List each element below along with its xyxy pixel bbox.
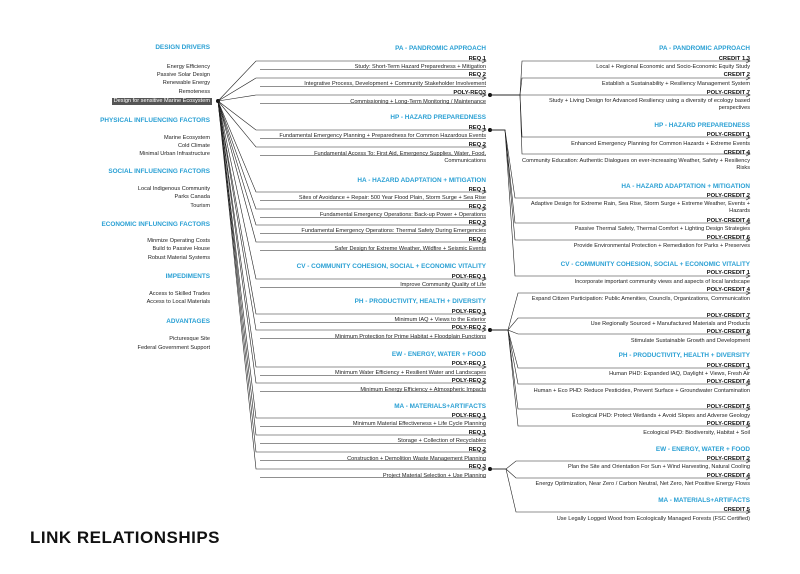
- credit-code: POLY-CREDIT 7: [706, 313, 750, 319]
- req-code: POLY-REQ 1: [451, 309, 486, 315]
- physical-factors-title: PHYSICAL INFLUENCING FACTORS: [100, 117, 210, 124]
- credit-code: CREDIT 5: [723, 507, 750, 513]
- req-category-title: EW - ENERGY, WATER + FOOD: [391, 351, 486, 358]
- credit-code: POLY-CREDIT 1: [706, 132, 750, 138]
- req-code: POLY-REQ3: [453, 90, 486, 96]
- credit-text: Ecological PHD: Protect Wetlands + Avoid Slopes and Adverse Geology: [571, 413, 750, 419]
- req-text: Construction + Demolition Waste Management Planning: [347, 456, 486, 462]
- credit-text: Community Education: Authentic Dialogues on ever-increasing Weather, Safety + Resiliency Risks: [522, 158, 750, 171]
- req-code: REQ 1: [468, 187, 486, 193]
- credit-text: Adaptive Design for Extreme Rain, Sea Rise, Storm Surge + Extreme Weather, Events + Hazards: [530, 201, 750, 214]
- factor-item: Marine Ecosystem: [163, 135, 210, 141]
- req-text: Fundamental Emergency Operations: Thermal Safety During Emergencies: [301, 228, 486, 234]
- credit-text: Local + Regional Economic and Socio-Economic Equity Study: [596, 64, 750, 70]
- driver-item: Energy Efficiency: [166, 64, 210, 70]
- social-factors-title: SOCIAL INFLUENCING FACTORS: [108, 168, 210, 175]
- credit-text: Energy Optimization, Near Zero / Carbon Neutral, Net Zero, Net Positive Energy Flows: [535, 481, 750, 487]
- credit-text: Human PHD: Expanded IAQ, Daylight + Views, Fresh Air: [609, 371, 750, 377]
- req-text: Study: Short-Term Hazard Preparedness + Mitigation: [354, 64, 486, 70]
- credit-code: POLY-CREDIT 6: [706, 421, 750, 427]
- factor-item: Minimal Urban Infrastructure: [139, 151, 210, 157]
- credit-code: POLY-CREDIT 2: [706, 193, 750, 199]
- credit-code: CREDIT 2: [723, 72, 750, 78]
- impediment-item: Access to Local Materials: [146, 299, 210, 305]
- req-code: POLY-REQ 1: [451, 361, 486, 367]
- req-category-title: HA - HAZARD ADAPTATION + MITIGATION: [357, 177, 486, 184]
- credit-text: Incorporate important community views and aspects of local landscape: [574, 279, 750, 285]
- credit-code: CREDIT 4: [723, 150, 750, 156]
- req-code: POLY-REQ 2: [451, 325, 486, 331]
- req-code: REQ 1: [468, 430, 486, 436]
- driver-item: Remoteness: [178, 89, 210, 95]
- req-text: Improve Community Quality of Life: [400, 282, 486, 288]
- factor-item: Tourism: [190, 203, 210, 209]
- credit-text: Use Regionally Sourced + Manufactured Materials and Products: [590, 321, 750, 327]
- credit-code: POLY-CREDIT 1: [706, 270, 750, 276]
- credit-text: Establish a Sustainability + Resiliency Management System: [601, 81, 750, 87]
- req-category-title: HP - HAZARD PREPAREDNESS: [390, 114, 486, 121]
- credit-code: POLY-CREDIT 8: [706, 329, 750, 335]
- impediments-title: IMPEDIMENTS: [165, 273, 210, 280]
- credit-code: POLY-CREDIT 1: [706, 363, 750, 369]
- req-text: Minimum Material Effectiveness + Life Cycle Planning: [352, 421, 486, 427]
- credit-code: POLY-CREDIT 4: [706, 379, 750, 385]
- req-code: REQ 2: [468, 72, 486, 78]
- credit-code: POLY-CREDIT 6: [706, 235, 750, 241]
- credit-text: Provide Environmental Protection + Remediation for Parks + Preserves: [573, 243, 750, 249]
- req-code: REQ 4: [468, 237, 486, 243]
- req-code: REQ 2: [468, 204, 486, 210]
- req-text: Project Material Selection + Use Planning: [382, 473, 486, 479]
- factor-item: Cold Climate: [177, 143, 210, 149]
- credit-category-title: PA - PANDROMIC APPROACH: [659, 45, 750, 52]
- req-text: Fundamental Emergency Operations: Back-up Power + Operations: [319, 212, 486, 218]
- credit-category-title: HA - HAZARD ADAPTATION + MITIGATION: [621, 183, 750, 190]
- req-text: Minimum IAQ + Views to the Exterior: [394, 317, 486, 323]
- credit-text: Use Legally Logged Wood from Ecologically Managed Forests (FSC Certified): [556, 516, 750, 522]
- credit-category-title: PH - PRODUCTIVITY, HEALTH + DIVERSITY: [618, 352, 750, 359]
- credit-text: Stimulate Sustainable Growth and Development: [630, 338, 750, 344]
- credit-code: CREDIT 1.3: [718, 56, 750, 62]
- req-text: Minimum Energy Efficiency + Atmospheric Impacts: [360, 387, 486, 393]
- factor-item: Robust Material Systems: [147, 255, 210, 261]
- credit-text: Study + Living Design for Advanced Resiliency using a diversity of ecology based perspectives: [548, 98, 750, 111]
- req-code: POLY-REQ 2: [451, 378, 486, 384]
- req-code: POLY-REQ 1: [451, 274, 486, 280]
- factor-item: Minmize Operating Costs: [147, 238, 210, 244]
- req-category-title: PA - PANDROMIC APPROACH: [395, 45, 486, 52]
- credit-code: POLY-CREDIT 2: [706, 456, 750, 462]
- driver-item-highlighted: Design for sensitive Marine Ecosystem: [113, 98, 210, 104]
- credit-text: Ecological PHD: Biodiversity, Habitat + Soil: [643, 430, 750, 436]
- credit-code: POLY-CREDIT 5: [706, 404, 750, 410]
- credit-category-title: EW - ENERGY, WATER + FOOD: [655, 446, 750, 453]
- credit-category-title: HP - HAZARD PREPAREDNESS: [654, 122, 750, 129]
- impediment-item: Access to Skilled Trades: [149, 291, 210, 297]
- advantage-item: Federal Government Support: [137, 345, 210, 351]
- credit-text: Plan the Site and Orientation For Sun + Wind Harvesting, Natural Cooling: [567, 464, 750, 470]
- req-code: REQ 2: [468, 142, 486, 148]
- credit-text: Enhanced Emergency Planning for Common Hazards + Extreme Events: [571, 141, 750, 147]
- req-text: Sites of Avoidance + Repair: 500 Year Flood Plain, Storm Surge + Sea Rise: [298, 195, 486, 201]
- design-drivers-title: DESIGN DRIVERS: [155, 44, 210, 51]
- credit-code: POLY-CREDIT 7: [706, 90, 750, 96]
- req-category-title: CV - COMMUNITY COHESION, SOCIAL + ECONOMIC VITALITY: [296, 263, 486, 270]
- credit-category-title: CV - COMMUNITY COHESION, SOCIAL + ECONOMIC VITALITY: [560, 261, 750, 268]
- credit-code: POLY-CREDIT 4: [706, 218, 750, 224]
- credit-category-title: MA - MATERIALS+ARTIFACTS: [658, 497, 750, 504]
- req-code: REQ 2: [468, 447, 486, 453]
- diagram-title: LINK RELATIONSHIPS: [30, 528, 221, 547]
- req-text: Fundamental Access To: First Aid, Emergency Supplies, Water, Food, Communications: [314, 151, 486, 164]
- req-code: REQ 3: [468, 464, 486, 470]
- credit-text: Expand Citizen Participation: Public Amenities, Councils, Organizations, Communication: [531, 296, 750, 302]
- req-text: Minimum Water Efficiency + Resilient Water and Landscapes: [334, 370, 486, 376]
- req-code: POLY-REQ 1: [451, 413, 486, 419]
- req-text: Minimum Protection for Prime Habitat + Floodplain Functions: [335, 334, 486, 340]
- factor-item: Build to Passive House: [152, 246, 210, 252]
- req-text: Integrative Process, Development + Community Stakeholder Involvement: [304, 81, 486, 87]
- req-text: Fundamental Emergency Planning + Preparedness for Common Hazardous Events: [279, 133, 486, 139]
- req-text: Commissioning + Long-Term Monitoring / Maintenance: [350, 99, 486, 105]
- driver-to-req-line: [218, 101, 486, 147]
- req-code: REQ 1: [468, 125, 486, 131]
- req-text: Safer Design for Extreme Weather, Wildfire + Seismic Events: [334, 246, 486, 252]
- req-code: REQ 1: [468, 56, 486, 62]
- credit-text: Passive Thermal Safety, Thermal Comfort + Lighting Design Strategies: [574, 226, 750, 232]
- factor-item: Local Indigenous Community: [137, 186, 210, 192]
- req-category-title: PH - PRODUCTIVITY, HEALTH + DIVERSITY: [354, 298, 486, 305]
- req-code: REQ 3: [468, 220, 486, 226]
- credit-text: Human + Eco PHD: Reduce Pesticides, Prevent Surface + Groundwater Contamination: [533, 388, 750, 394]
- req-category-title: MA - MATERIALS+ARTIFACTS: [394, 403, 486, 410]
- economic-factors-title: ECONOMIC INFLUNCING FACTORS: [101, 221, 210, 228]
- driver-to-req-line: [218, 101, 486, 242]
- advantage-item: Picturesque Site: [169, 336, 210, 342]
- credit-code: POLY-CREDIT 4: [706, 473, 750, 479]
- driver-item: Renewable Energy: [162, 80, 210, 86]
- factor-item: Parks Canada: [174, 194, 210, 200]
- driver-item: Passive Solar Design: [156, 72, 210, 78]
- req-text: Storage + Collection of Recyclables: [397, 438, 486, 444]
- credit-code: POLY-CREDIT 4: [706, 287, 750, 293]
- advantages-title: ADVANTAGES: [166, 318, 210, 325]
